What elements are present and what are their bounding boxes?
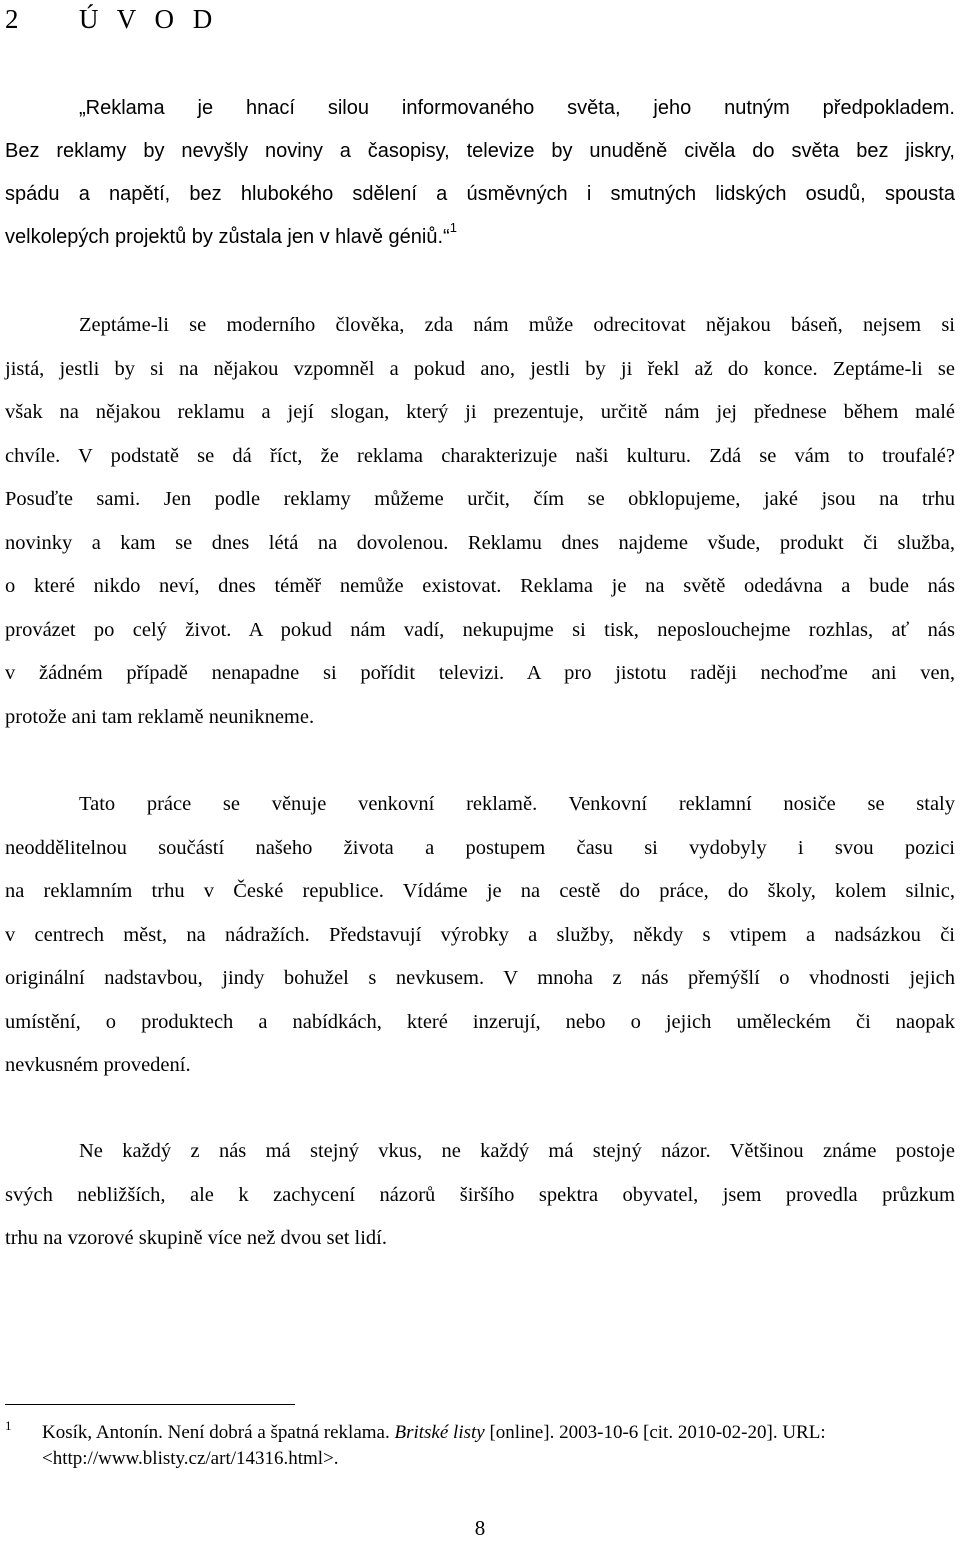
text-line: v centrech měst, na nádražích. Představují výrobky a služby, někdy s vtipem a nadsázkou či [5, 923, 955, 946]
quote-line: spádu a napětí, bez hlubokého sdělení a úsměvných i smutných lidských osudů, spousta [5, 183, 955, 205]
text-line: trhu na vzorové skupině více než dvou set lidí. [5, 1227, 387, 1249]
body-paragraph [5, 783, 955, 1088]
body-paragraph [5, 1130, 955, 1261]
text-line: Ne každý z nás má stejný vkus, ne každý má stejný názor. Většinou známe postoje [79, 1140, 955, 1162]
section-heading [5, 2, 218, 36]
text-line: nevkusném provedení. [5, 1054, 191, 1076]
text-line: Tato práce se věnuje venkovní reklamě. Venkovní reklamní nosiče se staly [79, 793, 955, 815]
text-line: Posuďte sami. Jen podle reklamy můžeme určit, čím se obklopujeme, jaké jsou na trhu [5, 488, 955, 510]
text-line: svých nebližších, ale k zachycení názorů širšího spektra obyvatel, jsem provedla průzkum [5, 1183, 955, 1206]
text-line: v žádném případě nenapadne si pořídit televizi. A pro jistotu raději nechoďme ani ven, [5, 662, 955, 684]
quote-line: velkolepých projektů by zůstala jen v hlavě géniů.“ [5, 226, 450, 248]
intro-quote-paragraph [5, 87, 955, 259]
section-title: Ú V O D [79, 4, 219, 34]
body-paragraph [5, 304, 955, 739]
text-line: neoddělitelnou součástí našeho života a postupem času si vydobyly i svou pozici [5, 836, 955, 859]
text-line: na reklamním trhu v České republice. Vídáme je na cestě do práce, do školy, kolem silnic, [5, 880, 955, 902]
footnote-mark: 1 [5, 1418, 12, 1433]
text-line: o které nikdo neví, dnes téměř nemůže existovat. Reklama je na světě odedávna a bude nás [5, 575, 955, 597]
text-line: novinky a kam se dnes létá na dovolenou. Reklamu dnes najdeme všude, produkt či služba, [5, 531, 955, 554]
text-line: originální nadstavbou, jindy bohužel s nevkusem. V mnoha z nás přemýšlí o vhodnosti jejich [5, 967, 955, 989]
footnote-separator [5, 1404, 295, 1405]
text-line: umístění, o produktech a nabídkách, které inzerují, nebo o jejich uměleckém či naopak [5, 1010, 955, 1033]
quote-line: Bez reklamy by nevyšly noviny a časopisy, televize by unuděně civěla do světa bez jiskry, [5, 140, 955, 162]
footnote-url[interactable]: <http://www.blisty.cz/art/14316.html>. [42, 1448, 339, 1469]
text-line: Zeptáme-li se moderního člověka, zda nám může odrecitovat nějakou báseň, nejsem si [79, 314, 955, 336]
text-line: jistá, jestli by si na nějakou vzpomněl a pokud ano, jestli by ji řekl až do konce. Zeptáme-li se [5, 357, 955, 380]
footnote-source-title: Britské listy [394, 1422, 485, 1443]
text-line: provázet po celý život. A pokud nám vadí, nekupujme si tisk, neposlouchejme rozhlas, ať nás [5, 618, 955, 641]
quote-line: „Reklama je hnací silou informovaného světa, jeho nutným předpokladem. [79, 97, 955, 119]
page-number: 8 [474, 1516, 486, 1540]
text-line: však na nějakou reklamu a její slogan, který ji prezentuje, určitě nám jej přednese během malé [5, 401, 955, 423]
text-line: chvíle. V podstatě se dá říct, že reklama charakterizuje naši kulturu. Zdá se vám to troufalé? [5, 444, 955, 467]
section-number: 2 [5, 4, 19, 34]
footnote-reference[interactable]: 1 [449, 220, 457, 235]
text-line: protože ani tam reklamě neunikneme. [5, 705, 315, 728]
footnote-text: Kosík, Antonín. Není dobrá a špatná reklama. Britské listy [online]. 2003-10-6 [cit. 2010-02-20]. URL: <http://www.blisty.cz/art/14316.html>. [42, 1422, 826, 1469]
